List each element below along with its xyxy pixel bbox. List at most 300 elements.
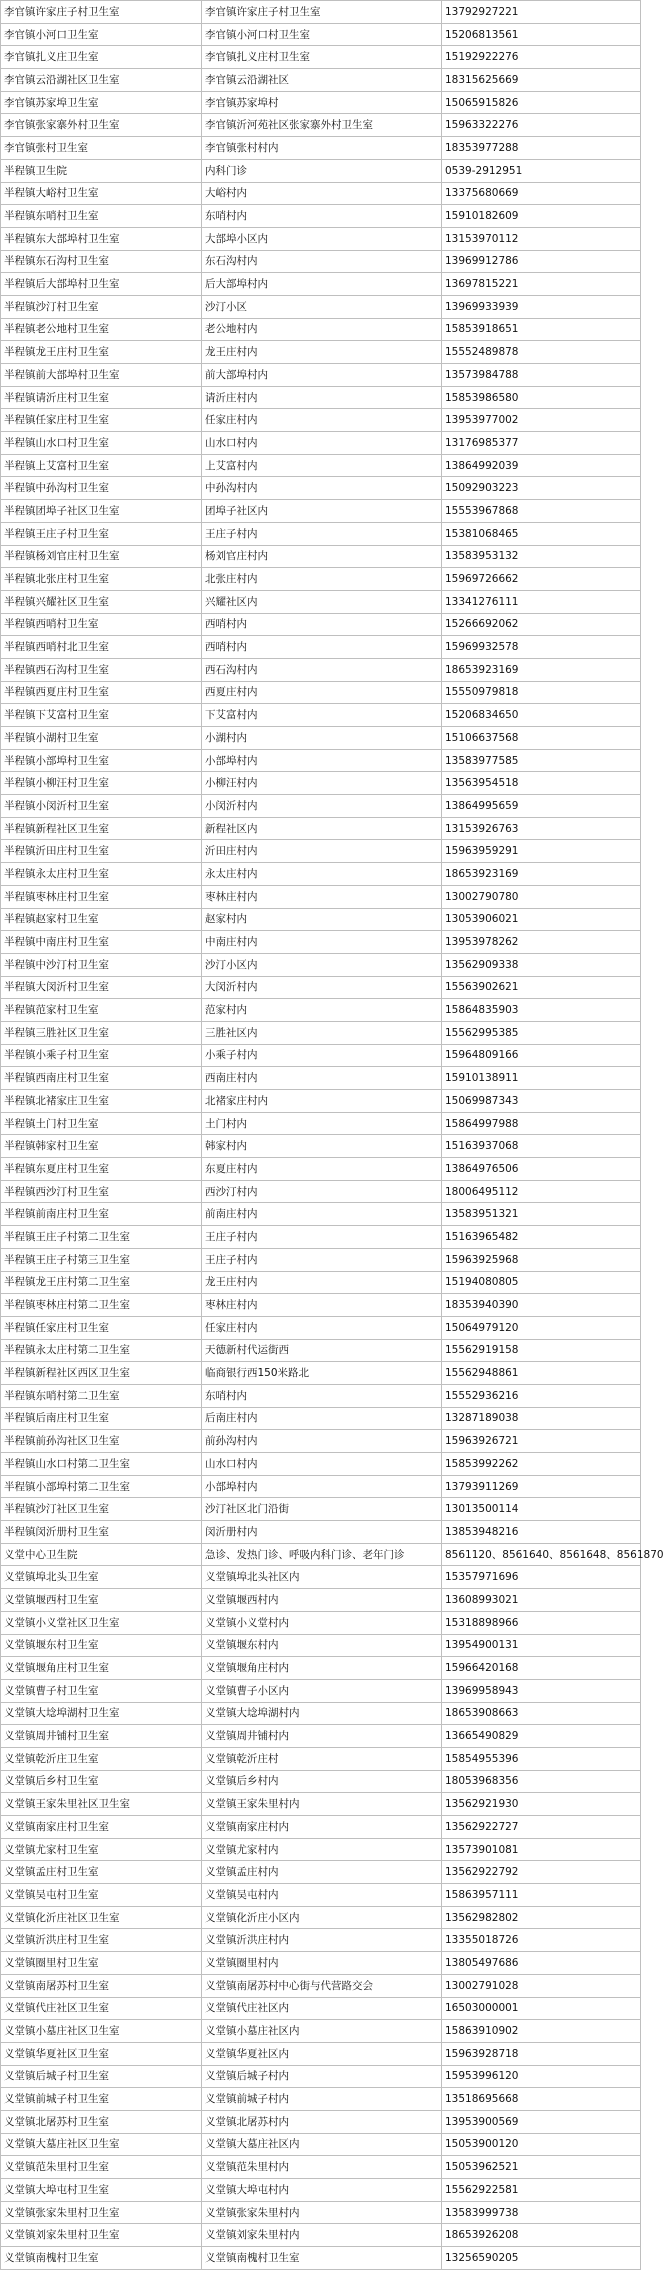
clinic-name-cell: 义堂镇化沂庄社区卫生室	[1, 1906, 202, 1929]
clinic-name-cell: 义堂镇堰角庄村卫生室	[1, 1657, 202, 1680]
clinic-location-cell: 西哨村内	[202, 613, 442, 636]
clinic-location-cell: 义堂镇大埝埠湖村内	[202, 1702, 442, 1725]
table-row	[1, 1543, 641, 1566]
clinic-location-cell: 义堂镇小义堂村内	[202, 1611, 442, 1634]
clinic-name-cell: 半程镇兴耀社区卫生室	[1, 590, 202, 613]
table-row	[1, 795, 641, 818]
clinic-name-cell: 半程镇任家庄村卫生室	[1, 409, 202, 432]
clinic-phone-cell: 15381068465	[442, 522, 641, 545]
clinic-phone-cell: 15163965482	[442, 1226, 641, 1249]
table-row	[1, 1997, 641, 2020]
clinic-location-cell: 义堂镇周井铺村内	[202, 1725, 442, 1748]
clinic-name-cell: 义堂镇南槐村卫生室	[1, 2247, 202, 2270]
table-row	[1, 1952, 641, 1975]
table-row	[1, 454, 641, 477]
clinic-phone-cell: 13697815221	[442, 273, 641, 296]
clinic-location-cell: 沙汀小区	[202, 295, 442, 318]
clinic-name-cell: 半程镇前南庄村卫生室	[1, 1203, 202, 1226]
table-row	[1, 1861, 641, 1884]
clinic-location-cell: 前孙沟村内	[202, 1430, 442, 1453]
clinic-phone-cell: 13562982802	[442, 1906, 641, 1929]
clinic-name-cell: 义堂镇乾沂庄卫生室	[1, 1747, 202, 1770]
clinic-name-cell: 半程镇大峪村卫生室	[1, 182, 202, 205]
clinic-phone-cell: 15069987343	[442, 1090, 641, 1113]
table-row	[1, 364, 641, 387]
clinic-name-cell: 半程镇土门村卫生室	[1, 1112, 202, 1135]
clinic-name-cell: 李官镇扎义庄卫生室	[1, 46, 202, 69]
clinic-phone-cell: 15853992262	[442, 1453, 641, 1476]
clinic-name-cell: 李官镇张家寨外村卫生室	[1, 114, 202, 137]
table-row	[1, 318, 641, 341]
table-row	[1, 1521, 641, 1544]
clinic-phone-cell: 18053968356	[442, 1770, 641, 1793]
table-row	[1, 2020, 641, 2043]
clinic-name-cell: 义堂镇大埝埠湖村卫生室	[1, 1702, 202, 1725]
clinic-name-cell: 义堂镇代庄社区卫生室	[1, 1997, 202, 2020]
table-row	[1, 1611, 641, 1634]
table-row	[1, 636, 641, 659]
clinic-phone-cell: 15106637568	[442, 727, 641, 750]
clinic-location-cell: 急诊、发热门诊、呼吸内科门诊、老年门诊	[202, 1543, 442, 1566]
table-row	[1, 2133, 641, 2156]
clinic-location-cell: 枣林庄村内	[202, 885, 442, 908]
clinic-location-cell: 李官镇云沿湖社区	[202, 69, 442, 92]
table-row	[1, 386, 641, 409]
clinic-name-cell: 半程镇永太庄村第二卫生室	[1, 1339, 202, 1362]
clinic-phone-cell: 15562948861	[442, 1362, 641, 1385]
table-row	[1, 1929, 641, 1952]
clinic-phone-cell: 18353940390	[442, 1294, 641, 1317]
table-row	[1, 432, 641, 455]
clinic-location-cell: 王庄子村内	[202, 522, 442, 545]
clinic-phone-cell: 18653923169	[442, 658, 641, 681]
clinic-name-cell: 半程镇北张庄村卫生室	[1, 568, 202, 591]
clinic-name-cell: 义堂镇北屠苏村卫生室	[1, 2110, 202, 2133]
clinic-phone-cell: 18353977288	[442, 137, 641, 160]
clinic-phone-cell: 13864976506	[442, 1158, 641, 1181]
clinic-name-cell: 李官镇许家庄子村卫生室	[1, 1, 202, 24]
table-row	[1, 749, 641, 772]
clinic-name-cell: 半程镇东大部埠村卫生室	[1, 227, 202, 250]
clinic-location-cell: 义堂镇大埠屯村内	[202, 2179, 442, 2202]
table-row	[1, 500, 641, 523]
table-row	[1, 1021, 641, 1044]
clinic-location-cell: 义堂镇南屠苏村中心街与代营路交会	[202, 1974, 442, 1997]
clinic-name-cell: 李官镇张村卫生室	[1, 137, 202, 160]
clinic-name-cell: 半程镇中南庄村卫生室	[1, 931, 202, 954]
clinic-location-cell: 西南庄村内	[202, 1067, 442, 1090]
table-row	[1, 2065, 641, 2088]
clinic-name-cell: 义堂镇周井铺村卫生室	[1, 1725, 202, 1748]
clinic-location-cell: 李官镇沂河苑社区张家寨外村卫生室	[202, 114, 442, 137]
clinic-phone-cell: 13053906021	[442, 908, 641, 931]
table-row	[1, 2201, 641, 2224]
clinic-name-cell: 半程镇西沙汀村卫生室	[1, 1180, 202, 1203]
clinic-phone-cell: 13153970112	[442, 227, 641, 250]
table-row	[1, 1453, 641, 1476]
table-row	[1, 885, 641, 908]
table-row	[1, 1725, 641, 1748]
clinic-location-cell: 土门村内	[202, 1112, 442, 1135]
table-row	[1, 2156, 641, 2179]
clinic-location-cell: 沂田庄村内	[202, 840, 442, 863]
clinic-location-cell: 杨刘官庄村内	[202, 545, 442, 568]
clinic-phone-cell: 13287189038	[442, 1407, 641, 1430]
table-row	[1, 2110, 641, 2133]
table-row	[1, 522, 641, 545]
clinic-name-cell: 义堂镇圈里村卫生室	[1, 1952, 202, 1975]
clinic-location-cell: 请沂庄村内	[202, 386, 442, 409]
clinic-name-cell: 义堂镇小义堂社区卫生室	[1, 1611, 202, 1634]
table-row	[1, 1090, 641, 1113]
table-row	[1, 1589, 641, 1612]
table-row	[1, 2224, 641, 2247]
clinic-phone-cell: 18315625669	[442, 69, 641, 92]
clinic-name-cell: 半程镇北褚家庄卫生室	[1, 1090, 202, 1113]
clinic-phone-cell: 15953996120	[442, 2065, 641, 2088]
clinic-location-cell: 三胜社区内	[202, 1021, 442, 1044]
clinic-location-cell: 义堂镇张家朱里村内	[202, 2201, 442, 2224]
clinic-name-cell: 义堂镇沂洪庄村卫生室	[1, 1929, 202, 1952]
clinic-phone-cell: 13954900131	[442, 1634, 641, 1657]
clinic-location-cell: 义堂镇刘家朱里村内	[202, 2224, 442, 2247]
clinic-location-cell: 义堂镇前城子村内	[202, 2088, 442, 2111]
clinic-phone-cell: 15963959291	[442, 840, 641, 863]
table-row	[1, 1339, 641, 1362]
table-row	[1, 1430, 641, 1453]
clinic-location-cell: 北褚家庄村内	[202, 1090, 442, 1113]
clinic-name-cell: 半程镇枣林庄村第二卫生室	[1, 1294, 202, 1317]
clinic-location-cell: 义堂镇南家庄村内	[202, 1816, 442, 1839]
clinic-name-cell: 半程镇西夏庄村卫生室	[1, 681, 202, 704]
clinic-name-cell: 半程镇闵沂册村卫生室	[1, 1521, 202, 1544]
clinic-location-cell: 义堂镇小墓庄社区内	[202, 2020, 442, 2043]
clinic-table-body	[1, 1, 664, 2270]
clinic-location-cell: 李官镇扎义庄村卫生室	[202, 46, 442, 69]
clinic-location-cell: 小闵沂村内	[202, 795, 442, 818]
clinic-name-cell: 半程镇后南庄村卫生室	[1, 1407, 202, 1430]
clinic-phone-cell: 15910138911	[442, 1067, 641, 1090]
clinic-location-cell: 义堂镇华夏社区内	[202, 2042, 442, 2065]
table-row	[1, 1112, 641, 1135]
clinic-phone-cell: 15562995385	[442, 1021, 641, 1044]
clinic-phone-cell: 13563954518	[442, 772, 641, 795]
clinic-location-cell: 大峪村内	[202, 182, 442, 205]
clinic-phone-cell: 13002791028	[442, 1974, 641, 1997]
clinic-location-cell: 李官镇许家庄子村卫生室	[202, 1, 442, 24]
clinic-location-cell: 永太庄村内	[202, 863, 442, 886]
clinic-location-cell: 前南庄村内	[202, 1203, 442, 1226]
clinic-name-cell: 义堂镇南家庄村卫生室	[1, 1816, 202, 1839]
clinic-location-cell: 义堂镇沂洪庄村内	[202, 1929, 442, 1952]
clinic-phone-cell: 13002790780	[442, 885, 641, 908]
clinic-phone-cell: 13562922792	[442, 1861, 641, 1884]
clinic-location-cell: 义堂镇大墓庄社区内	[202, 2133, 442, 2156]
clinic-phone-cell: 13953977002	[442, 409, 641, 432]
clinic-phone-cell: 15552936216	[442, 1384, 641, 1407]
clinic-phone-cell: 15318898966	[442, 1611, 641, 1634]
clinic-phone-cell: 15357971696	[442, 1566, 641, 1589]
clinic-name-cell: 半程镇老公地村卫生室	[1, 318, 202, 341]
table-row	[1, 590, 641, 613]
table-row	[1, 1634, 641, 1657]
clinic-name-cell: 义堂镇南屠苏村卫生室	[1, 1974, 202, 1997]
clinic-phone-cell: 13562922727	[442, 1816, 641, 1839]
clinic-location-cell: 义堂镇埠北头社区内	[202, 1566, 442, 1589]
clinic-name-cell: 半程镇小闵沂村卫生室	[1, 795, 202, 818]
clinic-location-cell: 闵沂册村内	[202, 1521, 442, 1544]
clinic-name-cell: 半程镇山水口村卫生室	[1, 432, 202, 455]
clinic-phone-cell: 8561120、8561640、8561648、8561870	[442, 1543, 641, 1566]
clinic-phone-cell: 15910182609	[442, 205, 641, 228]
clinic-location-cell: 王庄子村内	[202, 1226, 442, 1249]
table-row	[1, 1271, 641, 1294]
clinic-phone-cell: 13583953132	[442, 545, 641, 568]
clinic-name-cell: 半程镇小部埠村卫生室	[1, 749, 202, 772]
clinic-location-cell: 沙汀社区北门沿街	[202, 1498, 442, 1521]
table-row	[1, 182, 641, 205]
clinic-name-cell: 义堂中心卫生院	[1, 1543, 202, 1566]
clinic-location-cell: 义堂镇堰东村内	[202, 1634, 442, 1657]
table-row	[1, 159, 641, 182]
table-row	[1, 409, 641, 432]
clinic-phone-cell: 18006495112	[442, 1180, 641, 1203]
clinic-name-cell: 义堂镇埠北头卫生室	[1, 1566, 202, 1589]
clinic-location-cell: 大部埠小区内	[202, 227, 442, 250]
clinic-phone-cell: 13969912786	[442, 250, 641, 273]
table-row	[1, 953, 641, 976]
clinic-name-cell: 义堂镇后乡村卫生室	[1, 1770, 202, 1793]
clinic-name-cell: 李官镇小河口卫生室	[1, 23, 202, 46]
clinic-name-cell: 半程镇王庄子村第二卫生室	[1, 1226, 202, 1249]
table-row	[1, 2042, 641, 2065]
clinic-phone-cell: 15863957111	[442, 1884, 641, 1907]
clinic-name-cell: 义堂镇大埠屯村卫生室	[1, 2179, 202, 2202]
clinic-location-cell: 义堂镇代庄社区内	[202, 1997, 442, 2020]
table-row	[1, 1158, 641, 1181]
clinic-name-cell: 半程镇枣林庄村卫生室	[1, 885, 202, 908]
table-row	[1, 273, 641, 296]
clinic-name-cell: 半程镇王庄子村卫生室	[1, 522, 202, 545]
clinic-location-cell: 团埠子社区内	[202, 500, 442, 523]
clinic-name-cell: 半程镇下艾富村卫生室	[1, 704, 202, 727]
clinic-location-cell: 山水口村内	[202, 1453, 442, 1476]
table-row	[1, 1657, 641, 1680]
clinic-name-cell: 半程镇三胜社区卫生室	[1, 1021, 202, 1044]
clinic-name-cell: 半程镇东石沟村卫生室	[1, 250, 202, 273]
table-row	[1, 908, 641, 931]
clinic-location-cell: 中南庄村内	[202, 931, 442, 954]
clinic-location-cell: 内科门诊	[202, 159, 442, 182]
clinic-phone-cell: 15553967868	[442, 500, 641, 523]
clinic-phone-cell: 15853986580	[442, 386, 641, 409]
clinic-phone-cell: 13375680669	[442, 182, 641, 205]
clinic-phone-cell: 13355018726	[442, 1929, 641, 1952]
clinic-location-cell: 天德新村代运街西	[202, 1339, 442, 1362]
table-row	[1, 1679, 641, 1702]
clinic-phone-cell: 13562909338	[442, 953, 641, 976]
clinic-name-cell: 半程镇龙王庄村卫生室	[1, 341, 202, 364]
clinic-location-cell: 小柳汪村内	[202, 772, 442, 795]
clinic-location-cell: 东哨村内	[202, 1384, 442, 1407]
clinic-location-cell: 后大部埠村内	[202, 273, 442, 296]
table-row	[1, 545, 641, 568]
table-row	[1, 2179, 641, 2202]
clinic-location-cell: 西哨村内	[202, 636, 442, 659]
clinic-phone-cell: 13562921930	[442, 1793, 641, 1816]
clinic-location-cell: 义堂镇孟庄村内	[202, 1861, 442, 1884]
clinic-name-cell: 半程镇团埠子社区卫生室	[1, 500, 202, 523]
clinic-location-cell: 义堂镇北屠苏村内	[202, 2110, 442, 2133]
clinic-name-cell: 义堂镇后城子村卫生室	[1, 2065, 202, 2088]
clinic-phone-cell: 15863910902	[442, 2020, 641, 2043]
clinic-phone-cell: 13853948216	[442, 1521, 641, 1544]
clinic-location-cell: 下艾富村内	[202, 704, 442, 727]
table-row	[1, 1838, 641, 1861]
clinic-name-cell: 半程镇后大部埠村卫生室	[1, 273, 202, 296]
clinic-phone-cell: 15854955396	[442, 1747, 641, 1770]
table-row	[1, 91, 641, 114]
clinic-phone-cell: 15552489878	[442, 341, 641, 364]
clinic-phone-cell: 13573984788	[442, 364, 641, 387]
clinic-name-cell: 半程镇任家庄村卫生室	[1, 1316, 202, 1339]
table-row	[1, 1180, 641, 1203]
clinic-phone-cell: 15163937068	[442, 1135, 641, 1158]
clinic-phone-cell: 15853918651	[442, 318, 641, 341]
clinic-phone-cell: 15206813561	[442, 23, 641, 46]
clinic-location-cell: 义堂镇范朱里村内	[202, 2156, 442, 2179]
clinic-name-cell: 义堂镇小墓庄社区卫生室	[1, 2020, 202, 2043]
clinic-name-cell: 义堂镇吴屯村卫生室	[1, 1884, 202, 1907]
table-row	[1, 1906, 641, 1929]
clinic-name-cell: 半程镇小湖村卫生室	[1, 727, 202, 750]
clinic-phone-cell: 15065915826	[442, 91, 641, 114]
clinic-name-cell: 半程镇杨刘官庄村卫生室	[1, 545, 202, 568]
clinic-location-cell: 西石沟村内	[202, 658, 442, 681]
clinic-phone-cell: 13013500114	[442, 1498, 641, 1521]
clinic-location-cell: 李官镇苏家埠村	[202, 91, 442, 114]
clinic-name-cell: 半程镇前孙沟社区卫生室	[1, 1430, 202, 1453]
clinic-name-cell: 半程镇东夏庄村卫生室	[1, 1158, 202, 1181]
clinic-location-cell: 老公地村内	[202, 318, 442, 341]
clinic-phone-cell: 15864997988	[442, 1112, 641, 1135]
clinic-name-cell: 半程镇沙汀村卫生室	[1, 295, 202, 318]
clinic-location-cell: 小部埠村内	[202, 1475, 442, 1498]
clinic-name-cell: 半程镇小乘子村卫生室	[1, 1044, 202, 1067]
table-row	[1, 999, 641, 1022]
clinic-name-cell: 李官镇苏家埠卫生室	[1, 91, 202, 114]
clinic-phone-cell: 13341276111	[442, 590, 641, 613]
clinic-name-cell: 义堂镇孟庄村卫生室	[1, 1861, 202, 1884]
table-row	[1, 1248, 641, 1271]
clinic-location-cell: 义堂镇吴屯村内	[202, 1884, 442, 1907]
clinic-location-cell: 大闵沂村内	[202, 976, 442, 999]
clinic-name-cell: 半程镇中孙沟村卫生室	[1, 477, 202, 500]
table-row	[1, 69, 641, 92]
clinic-phone-cell: 18653926208	[442, 2224, 641, 2247]
clinic-phone-cell: 13665490829	[442, 1725, 641, 1748]
clinic-phone-cell: 0539-2912951	[442, 159, 641, 182]
table-row	[1, 1362, 641, 1385]
clinic-location-cell: 东夏庄村内	[202, 1158, 442, 1181]
clinic-name-cell: 半程镇东哨村第二卫生室	[1, 1384, 202, 1407]
clinic-phone-cell: 15969726662	[442, 568, 641, 591]
table-row	[1, 114, 641, 137]
clinic-location-cell: 山水口村内	[202, 432, 442, 455]
clinic-name-cell: 半程镇范家村卫生室	[1, 999, 202, 1022]
clinic-name-cell: 半程镇西南庄村卫生室	[1, 1067, 202, 1090]
clinic-phone-cell: 15194080805	[442, 1271, 641, 1294]
clinic-location-cell: 任家庄村内	[202, 1316, 442, 1339]
clinic-name-cell: 义堂镇前城子村卫生室	[1, 2088, 202, 2111]
clinic-location-cell: 义堂镇南槐村卫生室	[202, 2247, 442, 2270]
clinic-phone-cell: 15206834650	[442, 704, 641, 727]
clinic-name-cell: 义堂镇范朱里村卫生室	[1, 2156, 202, 2179]
table-row	[1, 727, 641, 750]
clinic-phone-cell: 15963322276	[442, 114, 641, 137]
clinic-name-cell: 半程镇小柳汪村卫生室	[1, 772, 202, 795]
clinic-name-cell: 义堂镇王家朱里社区卫生室	[1, 1793, 202, 1816]
clinic-phone-cell: 13805497686	[442, 1952, 641, 1975]
clinic-phone-cell: 13864992039	[442, 454, 641, 477]
clinic-name-cell: 半程镇前大部埠村卫生室	[1, 364, 202, 387]
table-row	[1, 1226, 641, 1249]
clinic-location-cell: 义堂镇圈里村内	[202, 1952, 442, 1975]
table-row	[1, 23, 641, 46]
clinic-name-cell: 半程镇沂田庄村卫生室	[1, 840, 202, 863]
clinic-phone-cell: 15963926721	[442, 1430, 641, 1453]
clinic-location-cell: 义堂镇堰角庄村内	[202, 1657, 442, 1680]
table-row	[1, 704, 641, 727]
clinic-name-cell: 义堂镇大墓庄社区卫生室	[1, 2133, 202, 2156]
table-row	[1, 205, 641, 228]
clinic-phone-cell: 15550979818	[442, 681, 641, 704]
clinic-name-cell: 义堂镇张家朱里村卫生室	[1, 2201, 202, 2224]
clinic-phone-cell: 15969932578	[442, 636, 641, 659]
clinic-name-cell: 半程镇请沂庄村卫生室	[1, 386, 202, 409]
clinic-location-cell: 龙王庄村内	[202, 1271, 442, 1294]
clinic-phone-cell: 16503000001	[442, 1997, 641, 2020]
table-row	[1, 1, 641, 24]
clinic-phone-cell: 15963925968	[442, 1248, 641, 1271]
table-row	[1, 976, 641, 999]
clinic-location-cell: 龙王庄村内	[202, 341, 442, 364]
clinic-name-cell: 义堂镇堰西村卫生室	[1, 1589, 202, 1612]
table-row	[1, 2247, 641, 2270]
clinic-name-cell: 半程镇卫生院	[1, 159, 202, 182]
table-row	[1, 1135, 641, 1158]
table-row	[1, 1203, 641, 1226]
clinic-phone-cell: 13864995659	[442, 795, 641, 818]
table-row	[1, 817, 641, 840]
clinic-name-cell: 半程镇山水口村第二卫生室	[1, 1453, 202, 1476]
table-row	[1, 931, 641, 954]
table-row	[1, 1566, 641, 1589]
table-row	[1, 1702, 641, 1725]
clinic-location-cell: 赵家村内	[202, 908, 442, 931]
clinic-name-cell: 半程镇新程社区卫生室	[1, 817, 202, 840]
table-row	[1, 1044, 641, 1067]
clinic-phone-cell: 15964809166	[442, 1044, 641, 1067]
clinic-phone-cell: 13953978262	[442, 931, 641, 954]
clinic-location-cell: 后南庄村内	[202, 1407, 442, 1430]
clinic-phone-cell: 13793911269	[442, 1475, 641, 1498]
clinic-name-cell: 半程镇王庄子村第三卫生室	[1, 1248, 202, 1271]
table-row	[1, 1770, 641, 1793]
clinic-location-cell: 义堂镇王家朱里村内	[202, 1793, 442, 1816]
clinic-name-cell: 义堂镇曹子村卫生室	[1, 1679, 202, 1702]
clinic-location-cell: 兴耀社区内	[202, 590, 442, 613]
